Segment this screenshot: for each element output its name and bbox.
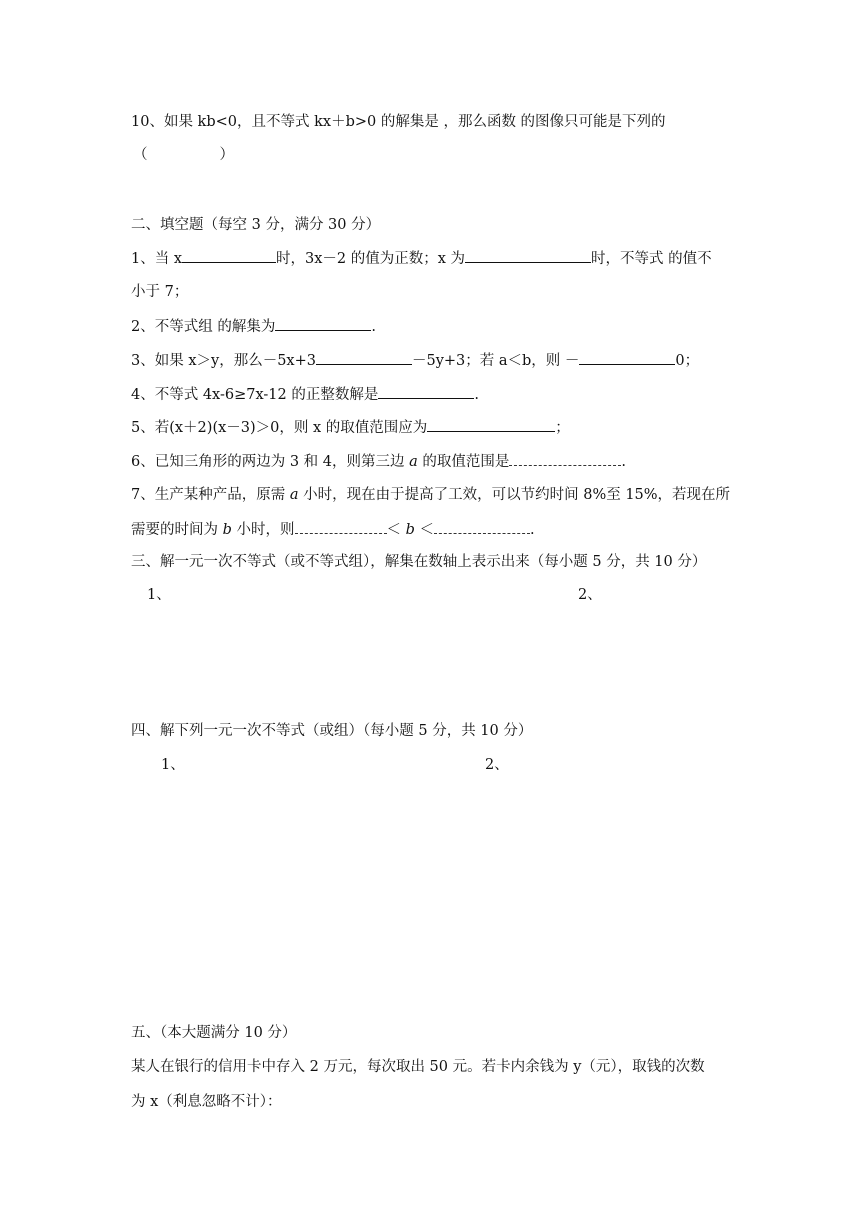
section-5-text-line-2: 为 x（利息忽略不计）：	[131, 1094, 282, 1110]
section-5-heading: 五、（本大题满分 10 分）	[131, 1025, 297, 1041]
fill-question-5: 5、若(x＋2)(x－3)＞0，则 x 的取值范围应为 ；	[131, 417, 570, 438]
section-2-heading: 二、填空题（每空 3 分，满分 30 分）	[131, 217, 381, 233]
answer-blank[interactable]	[182, 248, 276, 263]
answer-blank[interactable]	[316, 350, 412, 365]
section-4-heading: 四、解下列一元一次不等式（或组）（每小题 5 分，共 10 分）	[131, 723, 533, 739]
fill-question-7-cont: 需要的时间为 b 小时，则 ＜ b ＜ .	[131, 519, 535, 540]
question-10-text: 10、如果 kb<0，且不等式 kx＋b>0 的解集是 ，那么函数 的图像只可能是下列的	[131, 114, 666, 130]
answer-blank[interactable]	[295, 519, 387, 534]
answer-blank[interactable]	[465, 248, 591, 263]
answer-blank[interactable]	[579, 350, 675, 365]
section-4-item-2: 2、	[485, 757, 509, 773]
fill-question-1-cont: 小于 7；	[131, 284, 189, 300]
answer-blank[interactable]	[378, 384, 474, 399]
fill-question-7: 7、生产某种产品，原需 a 小时，现在由于提高了工效，可以节约时间 8%至 15%，若现在所	[131, 487, 731, 503]
answer-blank[interactable]	[434, 519, 530, 534]
answer-parentheses: （ ）	[133, 147, 234, 163]
section-3-item-1: 1、	[147, 587, 171, 603]
section-5-text-line-1: 某人在银行的信用卡中存入 2 万元，每次取出 50 元。若卡内余钱为 y（元），取钱的次数	[131, 1059, 705, 1075]
section-3-item-2: 2、	[578, 587, 602, 603]
answer-blank[interactable]	[427, 417, 555, 432]
answer-blank[interactable]	[509, 451, 621, 466]
section-3-heading: 三、解一元一次不等式（或不等式组），解集在数轴上表示出来（每小题 5 分，共 10 分）	[131, 554, 707, 570]
fill-question-2: 2、不等式组 的解集为 .	[131, 316, 376, 337]
fill-question-3: 3、如果 x＞y，那么－5x+3 －5y+3；若 a＜b，则 － 0；	[131, 350, 699, 371]
answer-blank[interactable]	[275, 316, 371, 331]
fill-question-1: 1、当 x 时，3x－2 的值为正数；x 为 时，不等式 的值不	[131, 248, 712, 269]
section-4-item-1: 1、	[161, 757, 185, 773]
question-10	[131, 112, 666, 132]
fill-question-4: 4、不等式 4x-6≥7x-12 的正整数解是 .	[131, 384, 479, 405]
fill-question-6: 6、已知三角形的两边为 3 和 4，则第三边 a 的取值范围是 .	[131, 451, 626, 472]
